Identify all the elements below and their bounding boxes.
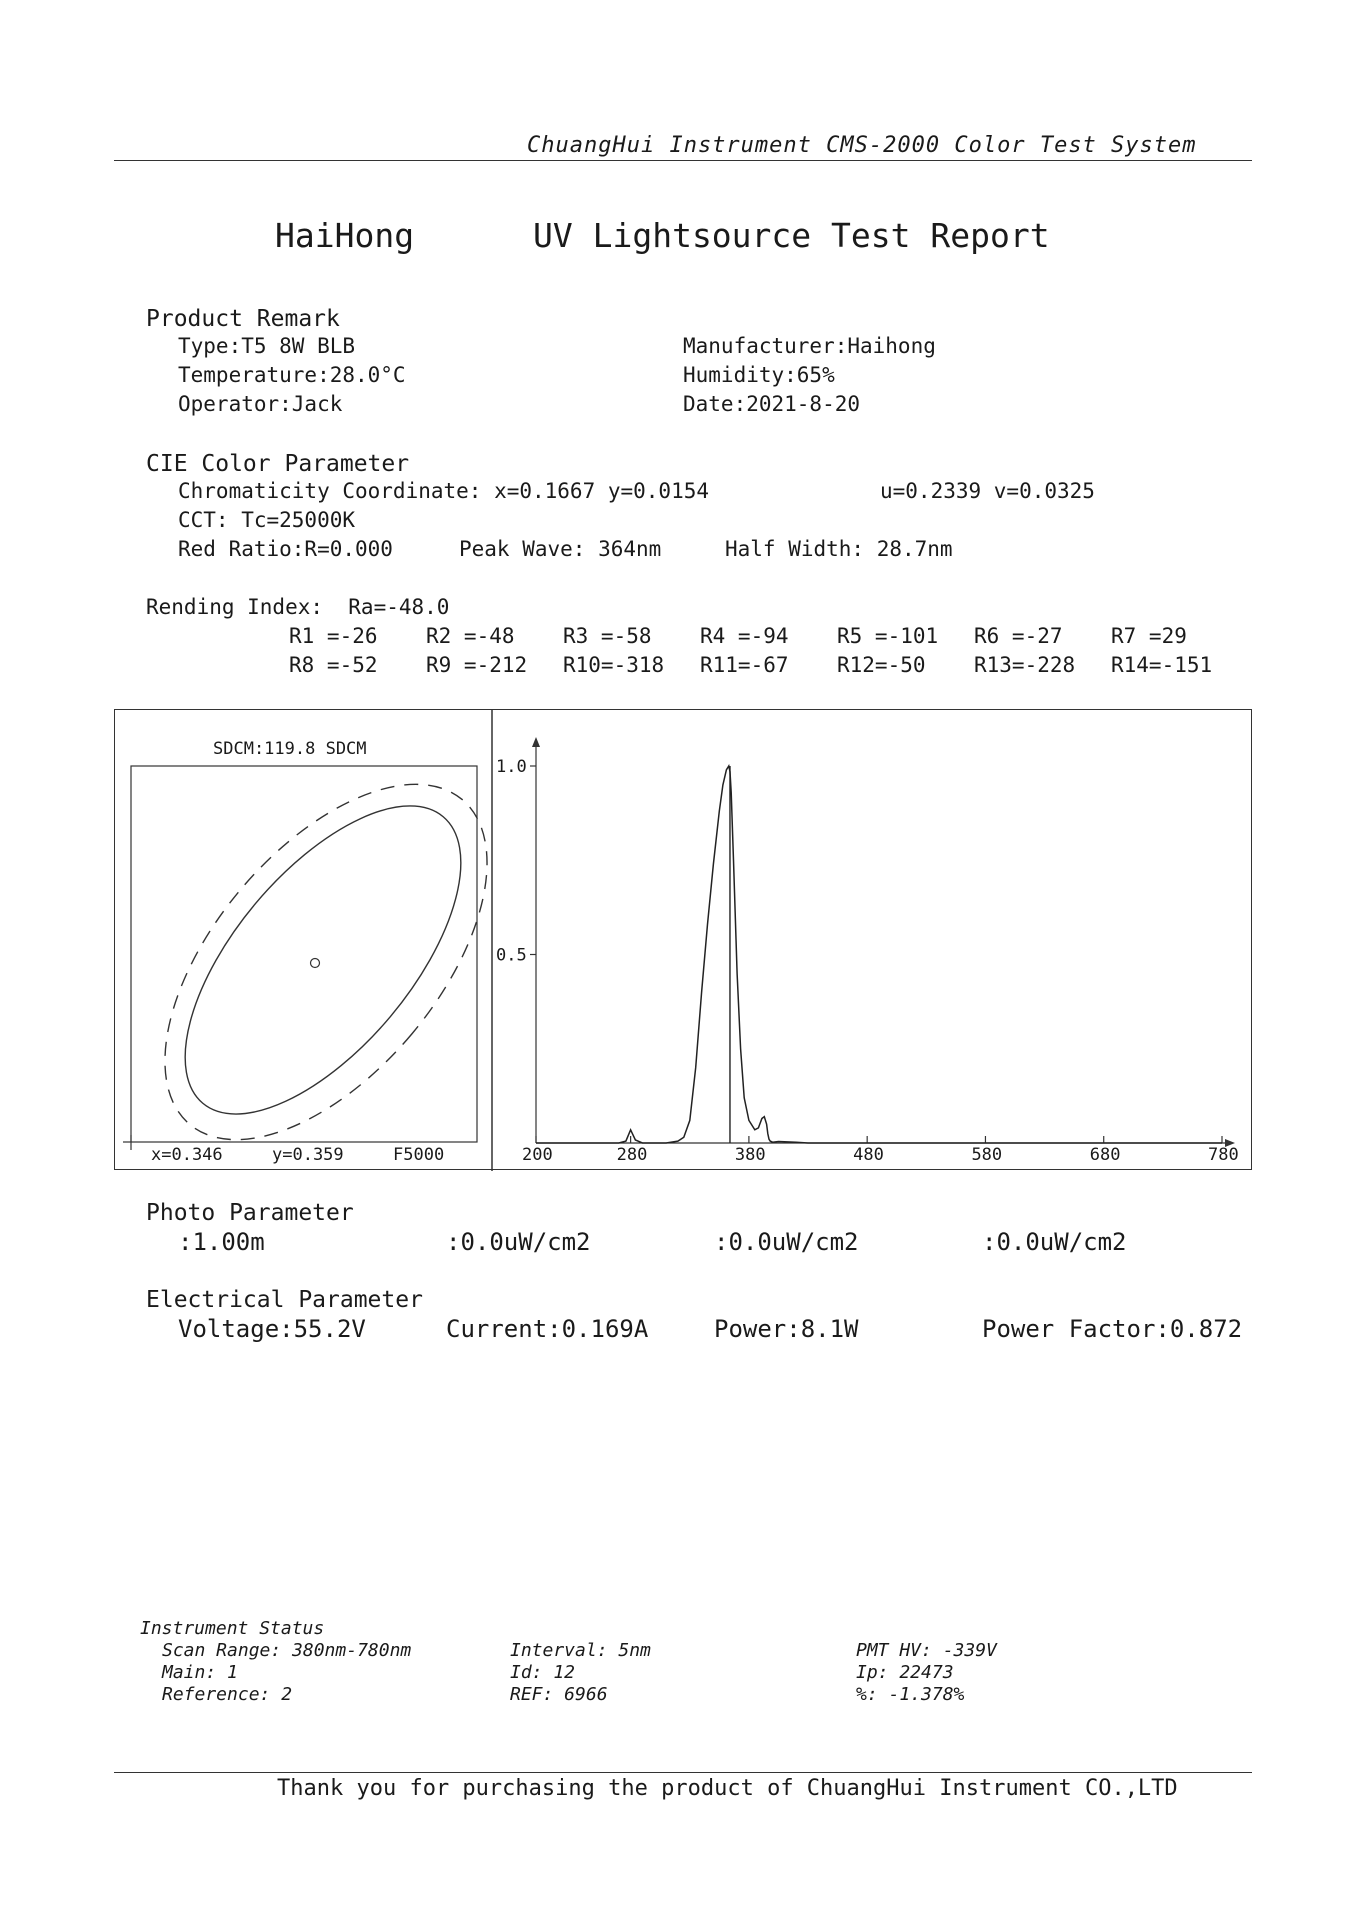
footer-rule: [114, 1772, 1252, 1773]
photo-distance: :1.00m: [178, 1228, 265, 1256]
instrument-heading: Instrument Status: [140, 1618, 325, 1639]
instrument-main: Main: 1: [162, 1662, 238, 1683]
x-tick-label: 280: [616, 1145, 648, 1165]
sdcm-plot-frame: [131, 766, 477, 1142]
sdcm-label: SDCM:119.8 SDCM: [213, 739, 367, 759]
r-value: R3 =-58: [563, 624, 652, 648]
y-tick-label: 1.0: [496, 757, 527, 777]
x-tick-label: 380: [734, 1145, 766, 1165]
header-rule: [114, 160, 1252, 161]
photo-irradiance: :0.0uW/cm2: [982, 1228, 1127, 1256]
system-header: ChuangHui Instrument CMS-2000 Color Test System: [527, 133, 1197, 158]
y-tick-label: 0.5: [496, 945, 527, 966]
photo-irradiance: :0.0uW/cm2: [446, 1228, 591, 1256]
r-value: R4 =-94: [700, 624, 789, 648]
r-value: R9 =-212: [426, 653, 528, 677]
report-title: UV Lightsource Test Report: [533, 216, 1050, 255]
product-temperature: Temperature:28.0°C: [178, 363, 406, 387]
electrical-power: Power:8.1W: [714, 1315, 859, 1343]
electrical-power-factor: Power Factor:0.872: [982, 1315, 1243, 1343]
photo-irradiance: :0.0uW/cm2: [714, 1228, 859, 1256]
product-manufacturer: Manufacturer:Haihong: [683, 334, 936, 358]
chart-frame: [114, 709, 1252, 1170]
r-value: R6 =-27: [974, 624, 1063, 648]
cie-heading: CIE Color Parameter: [146, 451, 410, 477]
product-date: Date:2021-8-20: [683, 392, 861, 416]
sdcm-solid-ellipse: [135, 760, 510, 1160]
r-value: R10=-318: [563, 653, 665, 677]
cie-reference-label: F5000: [393, 1145, 445, 1165]
x-tick-label: 680: [1089, 1145, 1121, 1165]
r-value: R7 =29: [1111, 624, 1187, 648]
footer-text: Thank you for purchasing the product of ChuangHui Instrument CO.,LTD: [277, 1776, 1178, 1801]
instrument-pmt-hv: PMT HV: -339V: [856, 1640, 997, 1661]
instrument-percent: %: -1.378%: [856, 1684, 965, 1705]
r-value: R8 =-52: [289, 653, 378, 677]
chromaticity-coordinate: Chromaticity Coordinate: x=0.1667 y=0.0154: [178, 479, 710, 503]
instrument-ref: REF: 6966: [510, 1684, 608, 1705]
spectrum-y-axis-arrow: [532, 737, 540, 747]
r-value: R14=-151: [1111, 653, 1213, 677]
r-value: R1 =-26: [289, 624, 378, 648]
product-humidity: Humidity:65%: [683, 363, 835, 387]
photo-heading: Photo Parameter: [146, 1200, 354, 1226]
product-operator: Operator:Jack: [178, 392, 343, 416]
product-type: Type:T5 8W BLB: [178, 334, 356, 358]
instrument-id: Id: 12: [510, 1662, 576, 1683]
peak-wave: Peak Wave: 364nm: [459, 537, 662, 561]
half-width: Half Width: 28.7nm: [725, 537, 953, 561]
cie-y-label: y=0.359: [272, 1145, 344, 1165]
uv-coordinate: u=0.2339 v=0.0325: [880, 479, 1095, 503]
x-tick-label: 780: [1208, 1145, 1239, 1165]
x-tick-label: 580: [971, 1145, 1003, 1165]
product-heading: Product Remark: [146, 306, 340, 332]
instrument-ip: Ip: 22473: [856, 1662, 954, 1683]
cie-sdcm-plot: [115, 728, 548, 1171]
x-tick-label: 480: [853, 1145, 884, 1165]
instrument-interval: Interval: 5nm: [510, 1640, 651, 1661]
spectrum-series-line: [536, 766, 1222, 1143]
electrical-current: Current:0.169A: [446, 1315, 649, 1343]
x-tick-label: 200: [522, 1145, 553, 1165]
company-name: HaiHong: [275, 216, 415, 255]
electrical-voltage: Voltage:55.2V: [178, 1315, 366, 1343]
r-value: R11=-67: [700, 653, 789, 677]
red-ratio: Red Ratio:R=0.000: [178, 537, 393, 561]
r-value: R5 =-101: [837, 624, 939, 648]
instrument-reference: Reference: 2: [162, 1684, 293, 1705]
r-value: R2 =-48: [426, 624, 515, 648]
spectrum-chart: [496, 737, 1239, 1165]
cie-x-label: x=0.346: [151, 1145, 223, 1165]
r-value: R13=-228: [974, 653, 1076, 677]
r-value: R12=-50: [837, 653, 926, 677]
sdcm-dashed-ellipse: [115, 728, 548, 1171]
rendering-index-heading: Rending Index: Ra=-48.0: [146, 595, 450, 619]
cct-value: CCT: Tc=25000K: [178, 508, 356, 532]
electrical-heading: Electrical Parameter: [146, 1287, 423, 1313]
test-point-marker: [311, 959, 320, 968]
instrument-scan-range: Scan Range: 380nm-780nm: [162, 1640, 412, 1661]
